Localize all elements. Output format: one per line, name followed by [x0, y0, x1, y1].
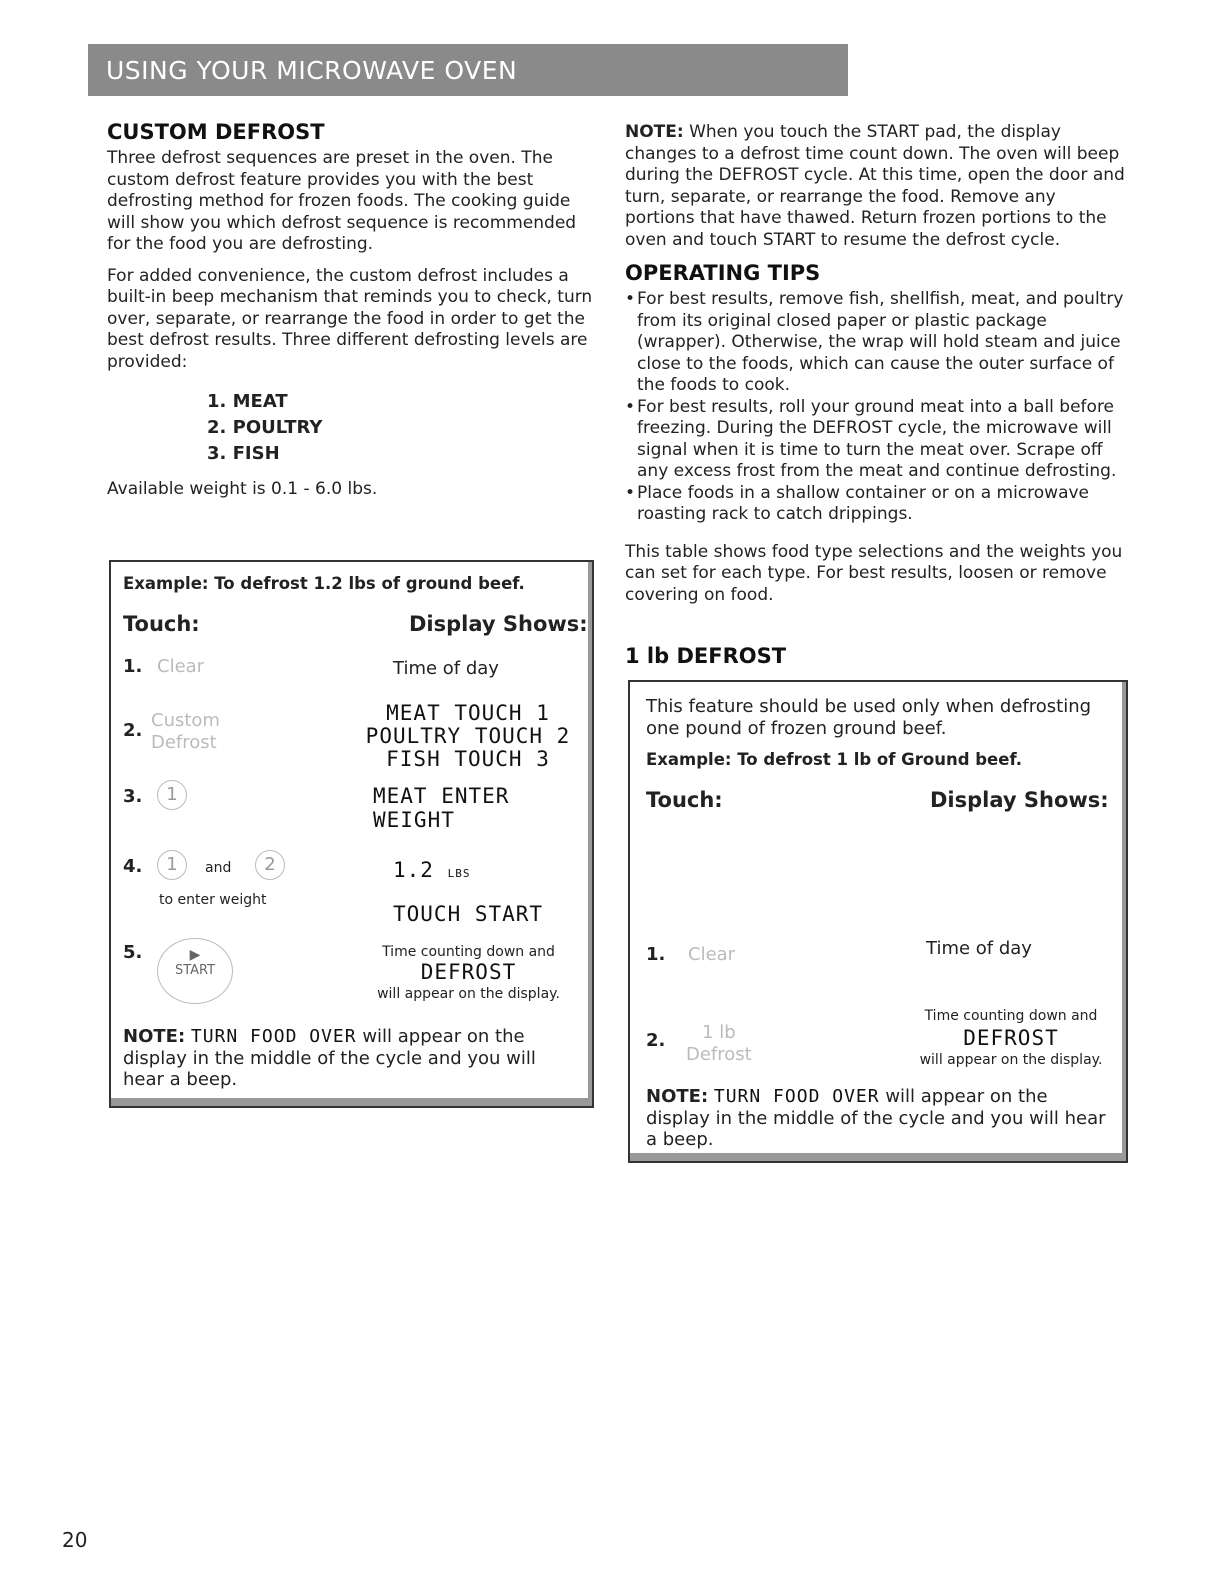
section-header-title: USING YOUR MICROWAVE OVEN [106, 56, 518, 85]
defrost-levels-list [207, 389, 597, 467]
start-note [625, 122, 1125, 251]
step5-display-top: Time counting down and [382, 944, 555, 960]
step-number: 3. [123, 786, 143, 807]
lcd-display-weight [393, 858, 470, 882]
start-pad-label: START [174, 963, 216, 978]
number-2-pad: 2 [255, 850, 285, 880]
lcd-weight-value: 1.2 [393, 858, 434, 882]
page-number: 20 [62, 1528, 88, 1552]
table-note: This table shows food type selections and the weights you can set for each type. For best results, loosen or remove covering on food. [625, 541, 1123, 605]
number-1-pad: 1 [157, 850, 187, 880]
custom-defrost-para1: Three defrost sequences are preset in the oven. The custom defrost feature provides you with the best defrosting method for frozen foods. The cooking guide will show you which defrost sequence is recommended for the food you are defrosting. [107, 148, 577, 254]
level-item: 2. POULTRY [207, 417, 323, 438]
pad-line: Defrost [686, 1044, 752, 1065]
one-lb-defrost-heading: 1 lb DEFROST [625, 644, 787, 668]
lcd-line: FISH TOUCH 3 [386, 747, 550, 771]
lcd-display-defrost: DEFROST [420, 960, 517, 984]
step-number: 1. [123, 656, 143, 677]
number-1-pad: 1 [157, 780, 187, 810]
pad-line: Defrost [151, 732, 217, 753]
section-header-bar [88, 44, 848, 96]
tip-item: • For best results, remove fish, shellfish, meat, and poultry from its original closed paper or plastic package (wrapper). Otherwise, the wrap will hold steam and juice close to the foods, which can cause the outer surface of the foods to cook. [625, 289, 1125, 397]
tip-item: • Place foods in a shallow container or on a microwave roasting rack to catch drippings. [625, 483, 1125, 526]
enter-weight-caption: to enter weight [159, 892, 267, 908]
one-lb-defrost-box [628, 680, 1128, 1163]
lcd-display-touch-start: TOUCH START [393, 902, 544, 926]
lcd-line: MEAT TOUCH 1 [386, 701, 550, 725]
step-number: 1. [646, 944, 666, 965]
display-time-of-day: Time of day [393, 658, 499, 679]
note-text: When you touch the START pad, the display changes to a defrost time count down. The oven will beep during the DEFROST cycle. At this time, open the door and turn, separate, or rearrange the food. Remove any portions that have thawed. Return frozen portions to the oven and touch START to resume the defrost cycle. [625, 122, 1125, 250]
step5-display-bottom: will appear on the display. [377, 986, 560, 1002]
weight-note: Available weight is 0.1 - 6.0 lbs. [107, 479, 378, 499]
custom-defrost-section [107, 120, 597, 501]
note-text: will appear on the display in the middle of the cycle and you will hear a beep. [646, 1086, 1106, 1150]
example-title: Example: To defrost 1 lb of Ground beef. [646, 750, 1022, 769]
example-note [646, 1086, 1106, 1151]
step-number: 5. [123, 942, 143, 963]
lcd-display-defrost: DEFROST [963, 1026, 1059, 1050]
level-item: 1. MEAT [207, 391, 288, 412]
display-label: Display Shows: [409, 612, 588, 636]
touch-label: Touch: [646, 788, 723, 812]
lcd-line: POULTRY TOUCH 2 [365, 724, 571, 748]
one-lb-intro: This feature should be used only when defrosting one pound of frozen ground beef. [646, 696, 1092, 739]
play-icon: ▶ [189, 947, 201, 963]
custom-defrost-example-box [109, 560, 594, 1108]
clear-pad: Clear [157, 656, 205, 677]
note-label: NOTE: [646, 1086, 709, 1107]
operating-tips-list [625, 289, 1125, 526]
note-text: will appear on the display in the middle of the cycle and you will hear a beep. [123, 1026, 536, 1090]
one-lb-defrost-pad [686, 1022, 752, 1066]
start-pad [157, 938, 233, 1004]
step-number: 4. [123, 856, 143, 877]
step-number: 2. [123, 720, 143, 741]
note-label: NOTE: [625, 122, 684, 142]
lcd-display-enter-weight: MEAT ENTER WEIGHT [373, 784, 510, 832]
step2-display-bottom: will appear on the display. [919, 1052, 1103, 1068]
custom-defrost-heading: CUSTOM DEFROST [107, 120, 325, 144]
right-column [625, 122, 1125, 668]
level-item: 3. FISH [207, 443, 280, 464]
touch-label: Touch: [123, 612, 200, 636]
step2-display-top: Time counting down and [924, 1008, 1098, 1024]
operating-tips-heading: OPERATING TIPS [625, 261, 821, 285]
pad-line: Custom [151, 710, 220, 731]
display-label: Display Shows: [930, 788, 1109, 812]
lcd-display-levels [363, 702, 573, 771]
custom-defrost-pad [151, 710, 220, 754]
note-lcd: TURN FOOD OVER [190, 1026, 357, 1047]
and-text: and [205, 860, 232, 876]
note-lcd: TURN FOOD OVER [713, 1086, 880, 1107]
tip-item: • For best results, roll your ground meat into a ball before freezing. During the DEFROST cycle, the microwave will signal when it is time to turn the meat over. Scrape off any excess frost from the meat and continue defrosting. [625, 397, 1125, 483]
note-label: NOTE: [123, 1026, 186, 1047]
example-note [123, 1026, 573, 1091]
step-number: 2. [646, 1030, 666, 1051]
lcd-weight-unit: LBS [447, 867, 471, 880]
example-title: Example: To defrost 1.2 lbs of ground beef. [123, 574, 525, 593]
pad-line: 1 lb [702, 1022, 736, 1043]
custom-defrost-para2: For added convenience, the custom defrost includes a built-in beep mechanism that reminds you to check, turn over, separate, or rearrange the food in order to get the best defrost results. Three different defrosting levels are provided: [107, 265, 593, 372]
display-time-of-day: Time of day [926, 938, 1032, 959]
clear-pad: Clear [688, 944, 736, 965]
